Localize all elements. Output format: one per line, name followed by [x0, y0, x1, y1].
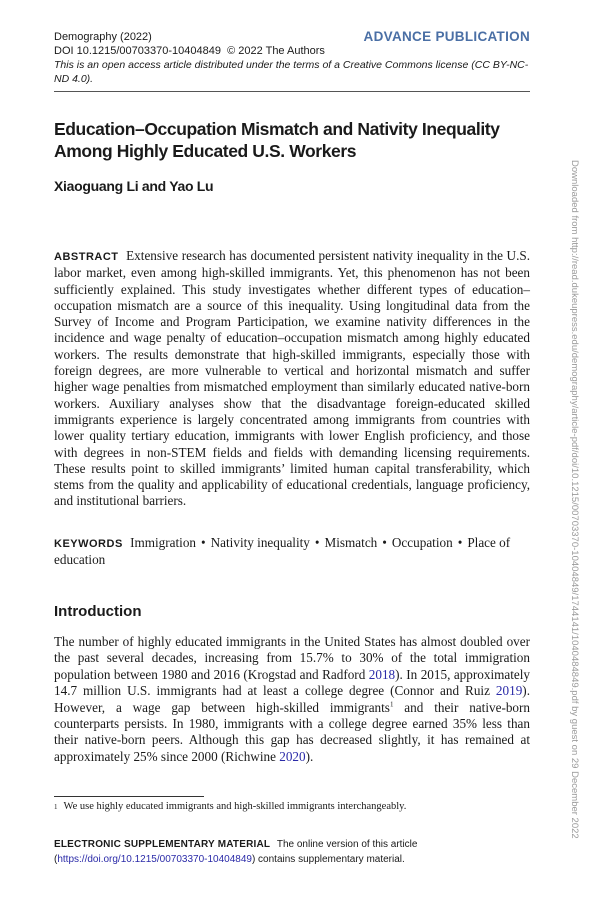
footnote-divider — [54, 796, 204, 797]
keywords — [54, 535, 530, 569]
title-line-1: Education–Occupation Mismatch and Nativity Inequality — [54, 119, 500, 139]
text-run: ). — [305, 748, 314, 764]
license-notice: This is an open access article distributed under the terms of a Creative Commons license (CC BY-NC-ND 4.0). — [54, 59, 529, 85]
supplementary-doi-link[interactable]: https://doi.org/10.1215/00703370-10404849 — [57, 854, 252, 865]
citation-link[interactable]: 2019 — [495, 683, 523, 699]
footnote-text: We use highly educated immigrants and high-skilled immigrants interchangeably. — [63, 801, 407, 812]
section-heading-introduction: Introduction — [54, 603, 142, 620]
supplementary-material-note — [54, 837, 534, 867]
footnote-reference[interactable]: 1 — [389, 700, 394, 709]
keyword: Occupation — [391, 535, 453, 550]
article-title — [54, 118, 530, 162]
doi: DOI 10.1215/00703370-10404849 — [54, 45, 221, 57]
footnote-number: 1 — [54, 803, 58, 811]
keywords-label: KEYWORDS — [54, 538, 123, 550]
keyword-separator: • — [457, 535, 463, 550]
keyword-separator: • — [201, 535, 206, 550]
doi-line — [54, 44, 530, 58]
keyword: Nativity inequality — [210, 535, 310, 550]
copyright: © 2022 The Authors — [227, 45, 325, 57]
citation-link[interactable]: 2018 — [368, 666, 396, 682]
text-run: ). In 2015, approximately 14.7 million U.S. immigrants had at least a college degree (Connor and Ruiz — [54, 666, 530, 699]
abstract-text: Extensive research has documented persistent nativity inequality in the U.S. labor market, even among high-skilled immigrants. Yet, this phenomenon has not been sufficiently explained. This study investigates whether different types of education–occupation mismatch are a source of this inequality. Using longitudinal data from the Survey of Income and Program Participation, we examine nativity differences in the incidence and wage penalty of education–occupation mismatch among highly educated workers. The results demonstrate that high-skilled immigrants, especially those with foreign degrees, are more vulnerable to vertical and horizontal mismatch and suffer higher wage penalties from mismatched employment than similarly educated native-born workers. Auxiliary analyses show that the disadvantage foreign-educated skilled immigrants experience is largely concentrated among immigrants from countries with lower quality tertiary education, immigrants with lower English proficiency, and those with degrees in non-STEM fields and fields with demanding licensing requirements. These results point to skilled immigrants’ limited human capital transferability, which stems from the quality and applicability of educational credentials, language proficiency, and institutional barriers. — [54, 248, 531, 509]
keyword: Mismatch — [324, 535, 378, 550]
download-watermark: Downloaded from http://read.dukeupress.edu/demography/article-pdf/doi/10.1215/00703370-10404849/1744141/1040484849.pdf by guest on 29 December 2022 — [569, 160, 580, 839]
advance-publication-badge: ADVANCE PUBLICATION — [363, 29, 530, 44]
text-run: ) contains supplementary material. — [251, 854, 405, 865]
journal-citation: Demography (2022) — [54, 31, 152, 43]
keyword: Immigration — [130, 535, 197, 550]
supplementary-label: ELECTRONIC SUPPLEMENTARY MATERIAL — [54, 839, 271, 850]
authors: Xiaoguang Li and Yao Lu — [54, 178, 214, 194]
title-line-2: Among Highly Educated U.S. Workers — [54, 141, 357, 161]
header-divider — [54, 91, 530, 92]
abstract-label: ABSTRACT — [54, 251, 119, 263]
introduction-paragraph — [54, 634, 530, 765]
keyword-separator: • — [382, 535, 387, 550]
text-run: ). However, a wage gap between high-skilled immigrants — [54, 683, 530, 715]
abstract — [54, 248, 530, 510]
text-run: and their native-born counterparts persists. In 1980, immigrants with a college degree earned 35% less than their native-born peers. Although this gap has decreased slightly, it has remained at approximately 25% since 2000 (Richwine — [54, 699, 531, 764]
text-run: The online version of this article ( — [54, 839, 418, 865]
citation-link[interactable]: 2020 — [279, 748, 306, 764]
page-header — [54, 30, 530, 92]
text-run: The number of highly educated immigrants in the United States has almost doubled over the past several decades, increasing from 15.7% to 30% of the total immigration population between 1980 and 2016 (Krogstad and Radford — [54, 634, 530, 682]
footnote — [54, 800, 530, 814]
keyword: Place of education — [54, 535, 511, 568]
keyword-separator: • — [314, 535, 320, 550]
